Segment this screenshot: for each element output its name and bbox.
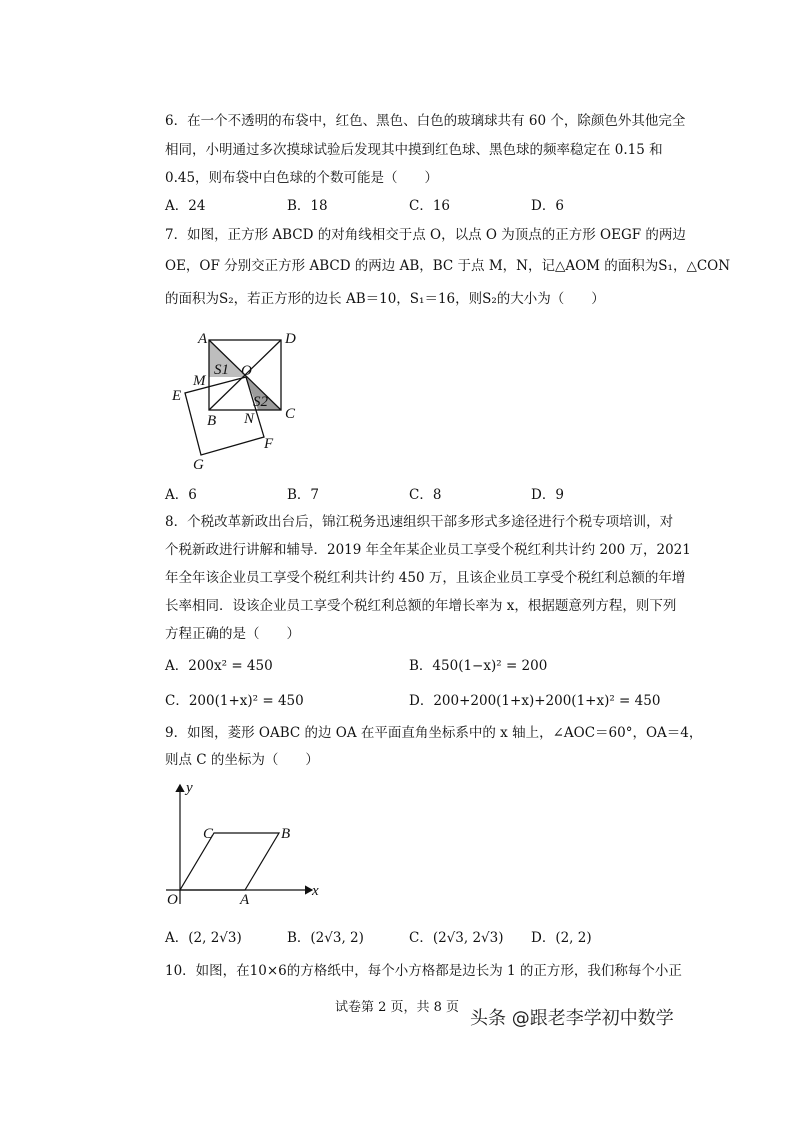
q6-line-1: 6．在一个不透明的布袋中，红色、黑色、白色的玻璃球共有 60 个，除颜色外其他完全 [165,113,686,129]
label-f: F [264,436,274,452]
q8-option-b: B．450(1−x)² = 200 [409,658,548,674]
q10-line-1: 10．如图，在10×6的方格纸中，每个小方格都是边长为 1 的正方形，我们称每个小正 [165,963,682,979]
q9-option-a: A．(2, 2√3) [165,930,242,946]
q6-option-c: C．16 [409,198,451,214]
q8-line-3: 年全年该企业员工享受个税红利共计约 450 万，且该企业员工享受个税红利总额的年增 [165,570,686,586]
q7-line-1: 7．如图，正方形 ABCD 的对角线相交于点 O，以点 O 为顶点的正方形 OEGF 的两边 [165,227,686,243]
label-s2: S2 [253,394,268,410]
label-n: N [244,411,255,427]
axis-label-x: x [312,883,319,899]
q8-line-1: 8．个税改革新政出台后，锦江税务迅速组织干部多形式多途径进行个税专项培训，对 [165,514,674,530]
label-b: B [281,826,291,842]
q6-line-3: 0.45，则布袋中白色球的个数可能是（ ） [165,170,439,186]
label-a: A [198,331,208,347]
q6-option-b: B．18 [287,198,328,214]
q6-line-2: 相同，小明通过多次摸球试验后发现其中摸到红色球、黑色球的频率稳定在 0.15 和 [165,142,663,158]
label-a: A [240,892,250,908]
label-c: C [203,826,214,842]
q9-option-c: C．(2√3, 2√3) [409,930,504,946]
label-c: C [285,406,296,422]
label-m: M [193,373,206,389]
q8-option-a: A．200x² = 450 [165,658,273,674]
q7-option-b: B．7 [287,487,320,503]
q8-option-d: D．200+200(1+x)+200(1+x)² = 450 [409,693,661,709]
q6-option-d: D．6 [531,198,564,214]
q9-figure [160,778,330,908]
q8-line-4: 长率相同．设该企业员工享受个税红利总额的年增长率为 x，根据题意列方程，则下列 [165,598,677,614]
page-footer: 试卷第 2 页，共 8 页 [334,1000,460,1015]
label-e: E [172,388,182,404]
q7-option-d: D．9 [531,487,564,503]
q9-option-d: D．(2, 2) [531,930,592,946]
watermark: 头条 @跟老李学初中数学 [470,1008,674,1029]
rhombus-oabc [180,833,279,890]
q9-line-2: 则点 C 的坐标为（ ） [165,752,319,768]
label-s1: S1 [214,362,229,378]
q6-option-a: A．24 [165,198,206,214]
label-g: G [193,457,204,473]
q7-option-a: A．6 [165,487,197,503]
q9-line-1: 9．如图，菱形 OABC 的边 OA 在平面直角坐标系中的 x 轴上，∠AOC＝60°，OA＝4， [165,725,703,741]
q7-figure [165,325,325,475]
q7-line-3: 的面积为S₂，若正方形的边长 AB＝10，S₁＝16，则S₂的大小为（ ） [165,291,605,307]
label-d: D [285,331,296,347]
q8-option-c: C．200(1+x)² = 450 [165,693,304,709]
label-o: O [167,892,178,908]
q7-option-c: C．8 [409,487,442,503]
q7-line-2: OE，OF 分别交正方形 ABCD 的两边 AB，BC 于点 M，N，记△AOM 的面积为S₁，△CON [165,258,731,274]
label-o: O [241,363,252,379]
label-b: B [207,413,217,429]
axis-label-y: y [186,780,193,796]
q8-line-2: 个税新政进行讲解和辅导．2019 年全年某企业员工享受个税红利共计约 200 万，2021 [165,542,691,558]
q8-line-5: 方程正确的是（ ） [165,626,300,642]
q9-option-b: B．(2√3, 2) [287,930,364,946]
